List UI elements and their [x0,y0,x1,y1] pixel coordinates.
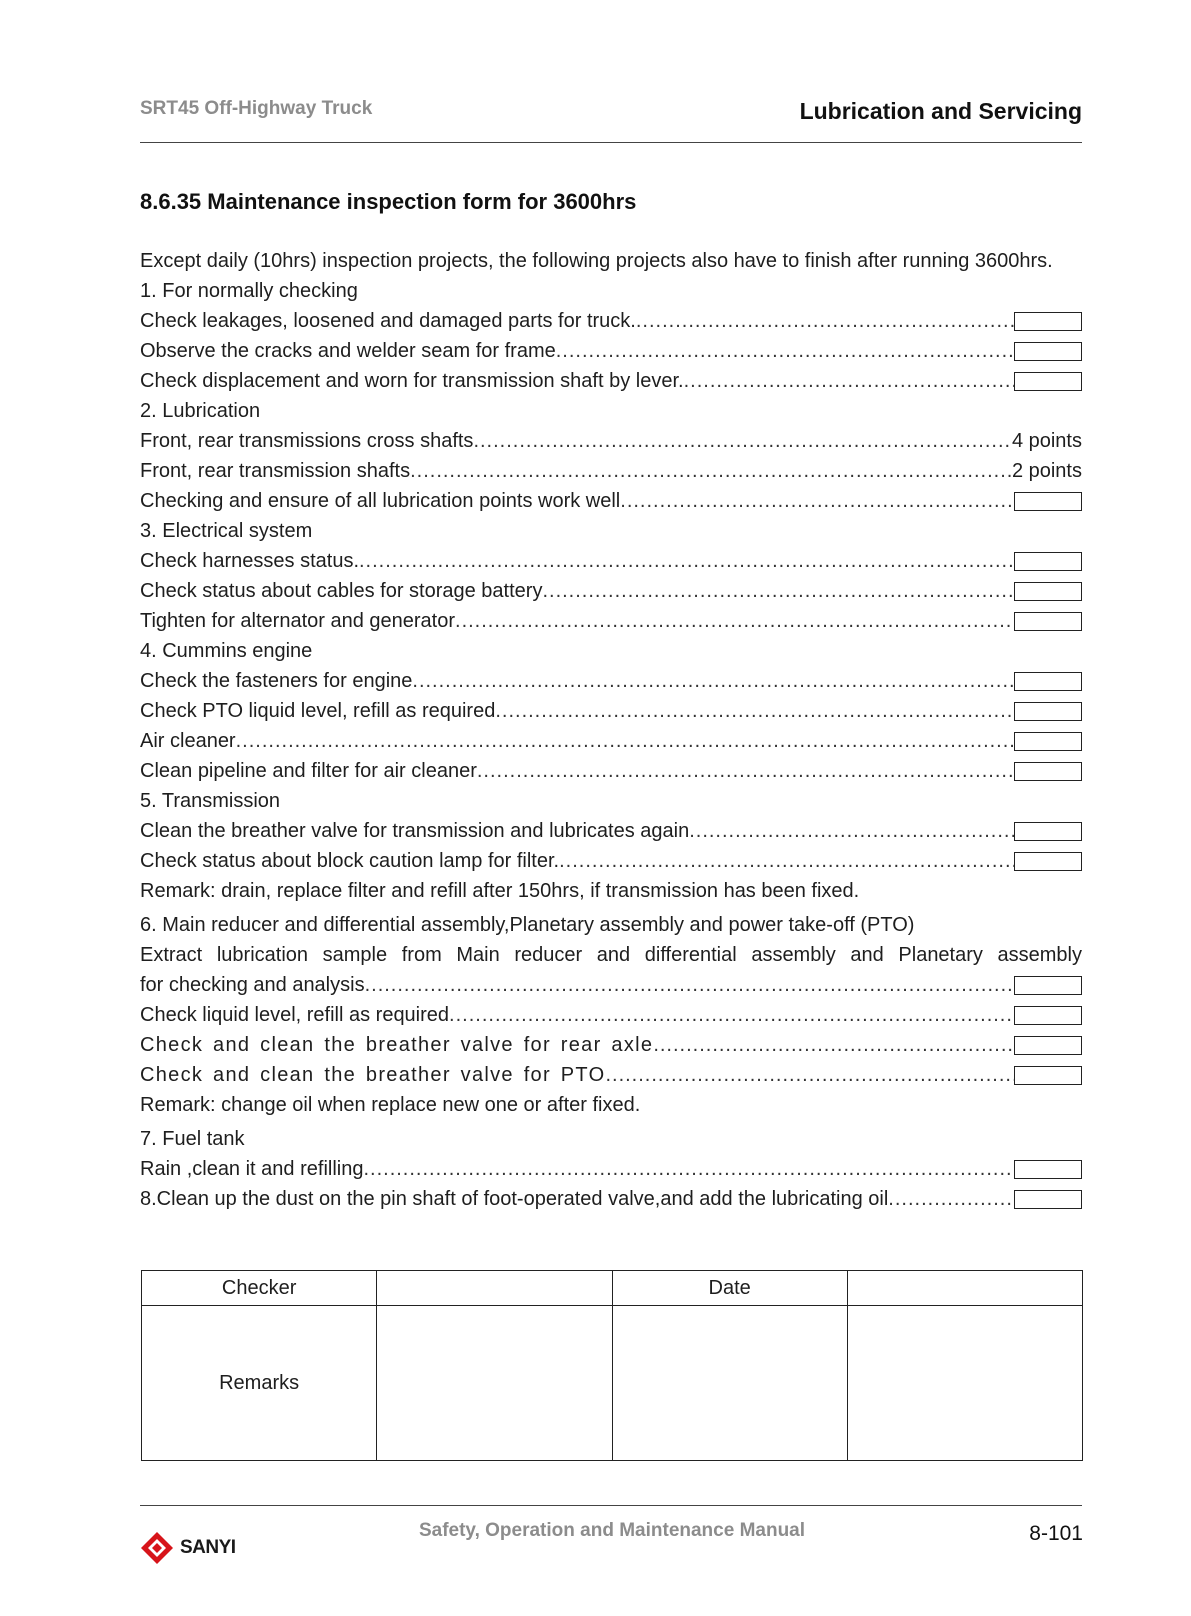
item-label: Check PTO liquid level, refill as required [140,700,496,722]
section-heading: 1. For normally checking [140,280,358,302]
remark-text: Remark: drain, replace filter and refill after 150hrs, if transmission has been fixed. [140,880,860,902]
check-box[interactable] [1014,732,1082,751]
item-label: Front, rear transmission shafts [140,460,411,482]
dot-leader [455,606,1014,636]
signoff-table [141,1270,1083,1461]
check-box[interactable] [1014,976,1082,995]
item-label: Tighten for alternator and generator [140,610,456,632]
item-label: for checking and analysis [140,974,365,996]
dot-leader [542,576,1014,606]
item-label: Check harnesses status. [140,550,359,572]
checklist-item [140,336,1082,366]
checker-field[interactable] [377,1271,612,1306]
dot-leader [359,546,1014,576]
dot-leader [689,816,1014,846]
check-box[interactable] [1014,1066,1082,1085]
dot-leader [477,756,1014,786]
dot-leader [473,426,1012,456]
inspection-checklist [140,246,1082,1214]
checklist-item [140,816,1082,846]
date-label: Date [612,1271,847,1306]
dot-leader [636,306,1014,336]
check-box[interactable] [1014,492,1082,511]
logo-wordmark: SANYI [180,1537,236,1558]
table-row [142,1306,1083,1461]
remarks-field[interactable] [847,1306,1082,1461]
checklist-item [140,1000,1082,1030]
dot-leader [363,1154,1014,1184]
item-label: Check status about block caution lamp for filter. [140,850,560,872]
section-heading: 2. Lubrication [140,400,261,422]
dot-leader [653,1030,1014,1060]
item-label: Front, rear transmissions cross shafts [140,430,474,452]
checker-label: Checker [142,1271,377,1306]
checklist-item [140,546,1082,576]
dot-leader [888,1184,1014,1214]
section-heading: 3. Electrical system [140,520,313,542]
footer-manual-title: Safety, Operation and Maintenance Manual [418,1520,806,1541]
checklist-item [140,606,1082,636]
checklist-item [140,306,1082,336]
item-label-line: Extract lubrication sample from Main reducer and differential assembly and Planetary assembly [140,944,1082,966]
item-label: Check displacement and worn for transmission shaft by lever. [140,370,684,392]
checklist-item [140,1030,1082,1060]
checklist-item [140,846,1082,876]
section-title: 8.6.35 Maintenance inspection form for 3600hrs [140,189,637,214]
intro-paragraph: Except daily (10hrs) inspection projects, the following projects also have to finish after running 3600hrs. [140,250,1053,272]
remarks-label: Remarks [142,1306,377,1461]
checklist-item [140,486,1082,516]
item-label: Observe the cracks and welder seam for frame [140,340,556,362]
checklist-item [140,1060,1082,1090]
dot-leader [605,1060,1014,1090]
checklist-item [140,726,1082,756]
check-box[interactable] [1014,552,1082,571]
checklist-item [140,970,1082,1000]
remark-text: Remark: change oil when replace new one or after fixed. [140,1094,641,1116]
item-value: 2 points [1011,460,1082,482]
dot-leader [556,336,1014,366]
dot-leader [684,366,1014,396]
dot-leader [495,696,1014,726]
dot-leader [620,486,1014,516]
checklist-item [140,456,1082,486]
section-heading: 7. Fuel tank [140,1128,245,1150]
remarks-field[interactable] [612,1306,847,1461]
check-box[interactable] [1014,672,1082,691]
check-box[interactable] [1014,1160,1082,1179]
check-box[interactable] [1014,1190,1082,1209]
checklist-item [140,426,1082,456]
item-value: 4 points [1011,430,1082,452]
table-row [142,1271,1083,1306]
item-label: Check and clean the breather valve for PTO [140,1064,606,1086]
dot-leader [365,970,1014,1000]
dot-leader [449,1000,1014,1030]
item-label: Check liquid level, refill as required [140,1004,450,1026]
item-label: Checking and ensure of all lubrication points work well [140,490,621,512]
item-label: Check and clean the breather valve for rear axle [140,1034,654,1056]
check-box[interactable] [1014,852,1082,871]
section-heading: 4. Cummins engine [140,640,313,662]
check-box[interactable] [1014,1036,1082,1055]
dot-leader [412,666,1014,696]
check-box[interactable] [1014,312,1082,331]
check-box[interactable] [1014,372,1082,391]
checklist-item [140,756,1082,786]
page-header [140,98,1082,143]
item-label: Air cleaner [140,730,236,752]
checklist-item [140,366,1082,396]
header-product-name: SRT45 Off-Highway Truck [140,98,373,119]
check-box[interactable] [1014,342,1082,361]
section-heading: 5. Transmission [140,790,281,812]
check-box[interactable] [1014,582,1082,601]
date-field[interactable] [847,1271,1082,1306]
check-box[interactable] [1014,612,1082,631]
section-heading: 6. Main reducer and differential assembly,Planetary assembly and power take-off (PTO) [140,914,915,936]
checklist-item [140,666,1082,696]
item-label: Clean the breather valve for transmission and lubricates again [140,820,690,842]
check-box[interactable] [1014,762,1082,781]
dot-leader [236,726,1014,756]
check-box[interactable] [1014,1006,1082,1025]
item-label: Check status about cables for storage battery [140,580,543,602]
dot-leader [410,456,1012,486]
item-label: Check leakages, loosened and damaged parts for truck. [140,310,636,332]
header-chapter-title: Lubrication and Servicing [799,98,1082,124]
check-box[interactable] [1014,702,1082,721]
check-box[interactable] [1014,822,1082,841]
dot-leader [559,846,1014,876]
checklist-item [140,696,1082,726]
item-label: 8.Clean up the dust on the pin shaft of foot-operated valve,and add the lubricating oil [140,1188,889,1210]
item-label: Check the fasteners for engine [140,670,413,692]
remarks-field[interactable] [377,1306,612,1461]
item-label: Clean pipeline and filter for air cleaner [140,760,477,782]
checklist-item [140,576,1082,606]
checklist-item [140,1154,1082,1184]
checklist-item [140,1184,1082,1214]
page-number: 8-101 [1029,1522,1083,1545]
item-label: Rain ,clean it and refilling [140,1158,364,1180]
footer-divider [140,1505,1082,1506]
